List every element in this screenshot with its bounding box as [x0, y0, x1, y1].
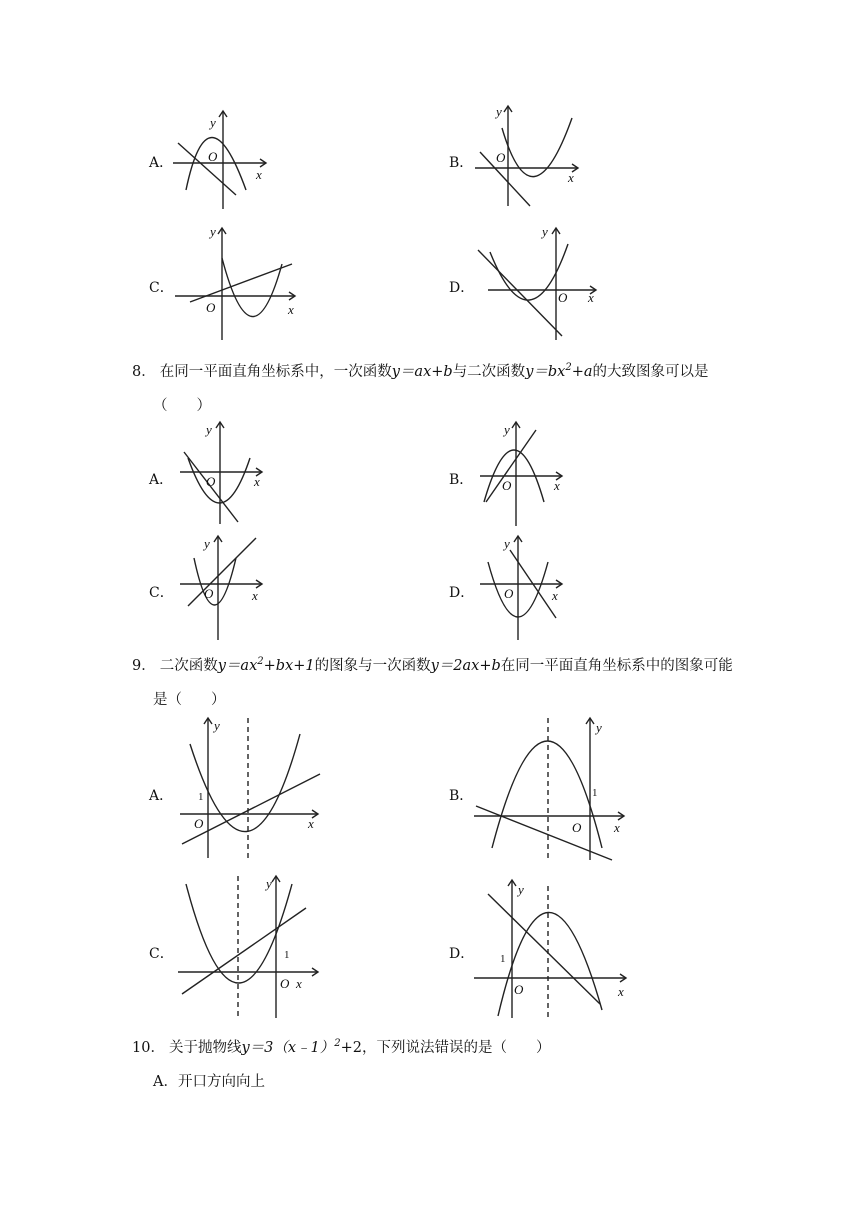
question-10-text: 10． 关于抛物线y＝3（x﹣1）$^2$+2，下列说法错误的是（ ） — [132, 1038, 551, 1056]
y-axis-label: y — [204, 536, 210, 551]
q8-graph-b — [474, 418, 569, 528]
origin-label: O — [572, 820, 582, 835]
q7-option-c-label: C． — [149, 280, 174, 296]
q9-graph-d — [470, 872, 630, 1022]
question-number: 8． — [132, 364, 156, 380]
question-8-text: 8． 在同一平面直角坐标系中，一次函数y＝ax+b与二次函数$y=bx^2+a$的大致图象可以是 — [132, 362, 709, 380]
q8-graph-c — [174, 532, 269, 642]
y-axis-label: y — [504, 536, 510, 551]
q8-graph-d — [474, 532, 569, 642]
x-axis-label: x — [552, 588, 558, 603]
answer-parentheses: （ ） — [153, 398, 211, 414]
q10-option-a: A．开口方向向上 — [153, 1074, 265, 1090]
q7-graph-a — [168, 105, 278, 215]
x-axis-label: x — [618, 984, 624, 999]
origin-label: O — [206, 474, 216, 489]
q8-option-a-label: A． — [149, 472, 174, 488]
unit-one-label: 1 — [284, 949, 290, 961]
q7-graph-c — [170, 222, 300, 342]
formula-linear: y＝ax+b — [391, 364, 453, 380]
q9-option-c-label: C． — [149, 946, 174, 962]
x-axis-label: x — [308, 816, 314, 831]
q9-option-d-label: D． — [449, 946, 475, 962]
origin-label: O — [502, 478, 512, 493]
y-axis-label: y — [210, 115, 216, 130]
y-axis-label: y — [266, 876, 272, 891]
q7-option-d-label: D． — [449, 280, 475, 296]
y-axis-label: y — [496, 104, 502, 119]
q9-graph-b — [470, 714, 630, 864]
unit-one-label: 1 — [592, 787, 598, 799]
question-number: 10． — [132, 1040, 165, 1056]
origin-label: O — [514, 982, 524, 997]
origin-label: O — [204, 586, 214, 601]
q7-graph-b — [470, 100, 585, 210]
y-axis-label: y — [206, 422, 212, 437]
x-axis-label: x — [288, 302, 294, 317]
q9-graph-c — [174, 872, 324, 1022]
origin-label: O — [504, 586, 514, 601]
x-axis-label: x — [588, 290, 594, 305]
q9-option-b-label: B． — [449, 788, 474, 804]
y-axis-label: y — [210, 224, 216, 239]
q8-option-b-label: B． — [449, 472, 474, 488]
unit-one-label: 1 — [198, 791, 204, 803]
q7-option-a-label: A． — [149, 155, 174, 171]
q8-graph-a — [174, 418, 269, 528]
x-axis-label: x — [254, 474, 260, 489]
formula-parabola: y＝3（x﹣1）$^2$ — [241, 1038, 341, 1056]
x-axis-label: x — [554, 478, 560, 493]
x-axis-label: x — [568, 170, 574, 185]
origin-label: O — [206, 300, 216, 315]
unit-one-label: 1 — [500, 953, 506, 965]
x-axis-label: x — [614, 820, 620, 835]
origin-label: O — [280, 976, 290, 991]
x-axis-label: x — [296, 976, 302, 991]
y-axis-label: y — [542, 224, 548, 239]
question-9-continuation: 是（ ） — [153, 692, 226, 708]
origin-label: O — [194, 816, 204, 831]
q9-option-a-label: A． — [149, 788, 174, 804]
q7-option-b-label: B． — [449, 155, 474, 171]
formula-linear: y＝2ax+b — [430, 658, 501, 674]
q8-option-d-label: D． — [449, 585, 475, 601]
origin-label: O — [208, 149, 218, 164]
q9-graph-a — [174, 714, 324, 864]
question-number: 9． — [132, 658, 156, 674]
origin-label: O — [558, 290, 568, 305]
y-axis-label: y — [504, 422, 510, 437]
x-axis-label: x — [252, 588, 258, 603]
formula-quadratic: $y=bx^2+a$ — [525, 362, 593, 380]
question-9-text: 9． 二次函数$y=ax^2+bx+1$的图象与一次函数y＝2ax+b在同一平面直角坐标系中的图象可能 — [132, 656, 733, 674]
y-axis-label: y — [596, 720, 602, 735]
q8-option-c-label: C． — [149, 585, 174, 601]
q7-graph-d — [470, 222, 600, 342]
y-axis-label: y — [518, 882, 524, 897]
x-axis-label: x — [256, 167, 262, 182]
y-axis-label: y — [214, 718, 220, 733]
formula-quadratic: $y=ax^2+bx+1$ — [217, 656, 315, 674]
origin-label: O — [496, 150, 506, 165]
